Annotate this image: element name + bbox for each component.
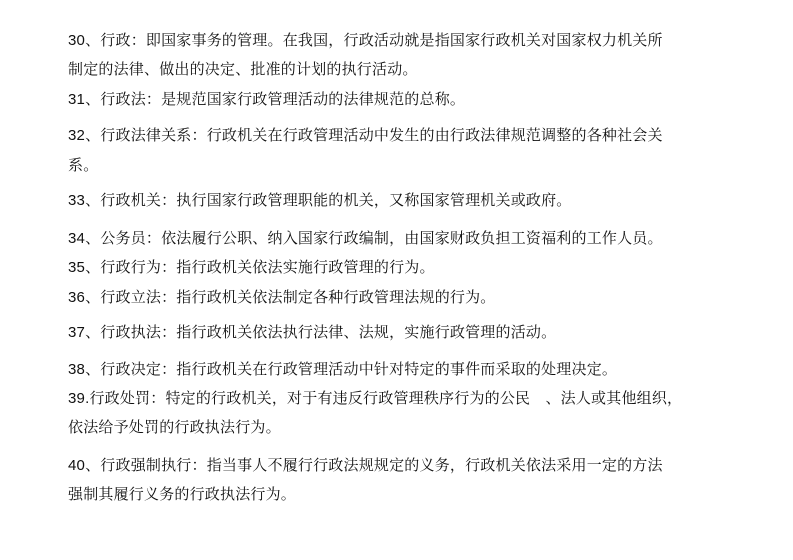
entry-30-line-2 [68,59,418,79]
entry-text: 行政机关：执行国家行政管理职能的机关，又称国家管理机关或政府。 [100,191,572,209]
entry-38-line-1 [68,359,617,380]
entry-number: 38、 [68,361,101,378]
entry-number: 39. [68,390,90,407]
entry-number: 34、 [68,230,101,247]
entry-text: 行政执法：指行政机关依法执行法律、法规，实施行政管理的活动。 [100,323,557,341]
entry-32-line-2 [68,155,98,175]
entry-text: 依法给予处罚的行政执法行为。 [68,418,281,436]
entry-text: 制定的法律、做出的决定、批准的计划的执行活动。 [68,60,418,78]
entry-32-line-1 [68,125,663,146]
entry-text: 公务员：依法履行公职、纳入国家行政编制，由国家财政负担工资福利的工作人员。 [100,229,663,247]
entry-30-line-1 [68,30,663,51]
entry-text: 行政行为：指行政机关依法实施行政管理的行为。 [100,258,435,276]
entry-39-line-1 [68,388,682,409]
entry-35-line-1 [68,257,435,278]
entry-text: 系。 [68,156,99,174]
entry-text: 行政强制执行：指当事人不履行行政法规规定的义务，行政机关依法采用一定的方法 [100,456,663,474]
entry-text: 强制其履行义务的行政执法行为。 [68,485,297,503]
entry-37-line-1 [68,322,556,343]
entry-text: 行政法：是规范国家行政管理活动的法律规范的总称。 [100,90,466,108]
entry-number: 30、 [68,32,101,49]
entry-text: 行政处罚：特定的行政机关，对于有违反行政管理秩序行为的公民 、法人或其他组织， [89,389,683,407]
entry-text: 行政立法：指行政机关依法制定各种行政管理法规的行为。 [100,288,496,306]
entry-number: 36、 [68,289,101,306]
entry-40-line-2 [68,484,296,504]
entry-33-line-1 [68,190,572,211]
entry-text: 行政：即国家事务的管理。在我国，行政活动就是指国家行政机关对国家权力机关所 [100,31,663,49]
entry-number: 40、 [68,457,101,474]
entry-number: 35、 [68,259,101,276]
entry-number: 31、 [68,91,101,108]
entry-text: 行政决定：指行政机关在行政管理活动中针对特定的事件而采取的处理决定。 [100,360,618,378]
entry-number: 33、 [68,192,101,209]
entry-number: 37、 [68,324,101,341]
entry-text: 行政法律关系：行政机关在行政管理活动中发生的由行政法律规范调整的各种社会关 [100,126,663,144]
entry-34-line-1 [68,228,663,249]
entry-number: 32、 [68,127,101,144]
entry-40-line-1 [68,455,663,476]
entry-31-line-1 [68,89,465,110]
entry-36-line-1 [68,287,496,308]
entry-39-line-2 [68,417,281,437]
